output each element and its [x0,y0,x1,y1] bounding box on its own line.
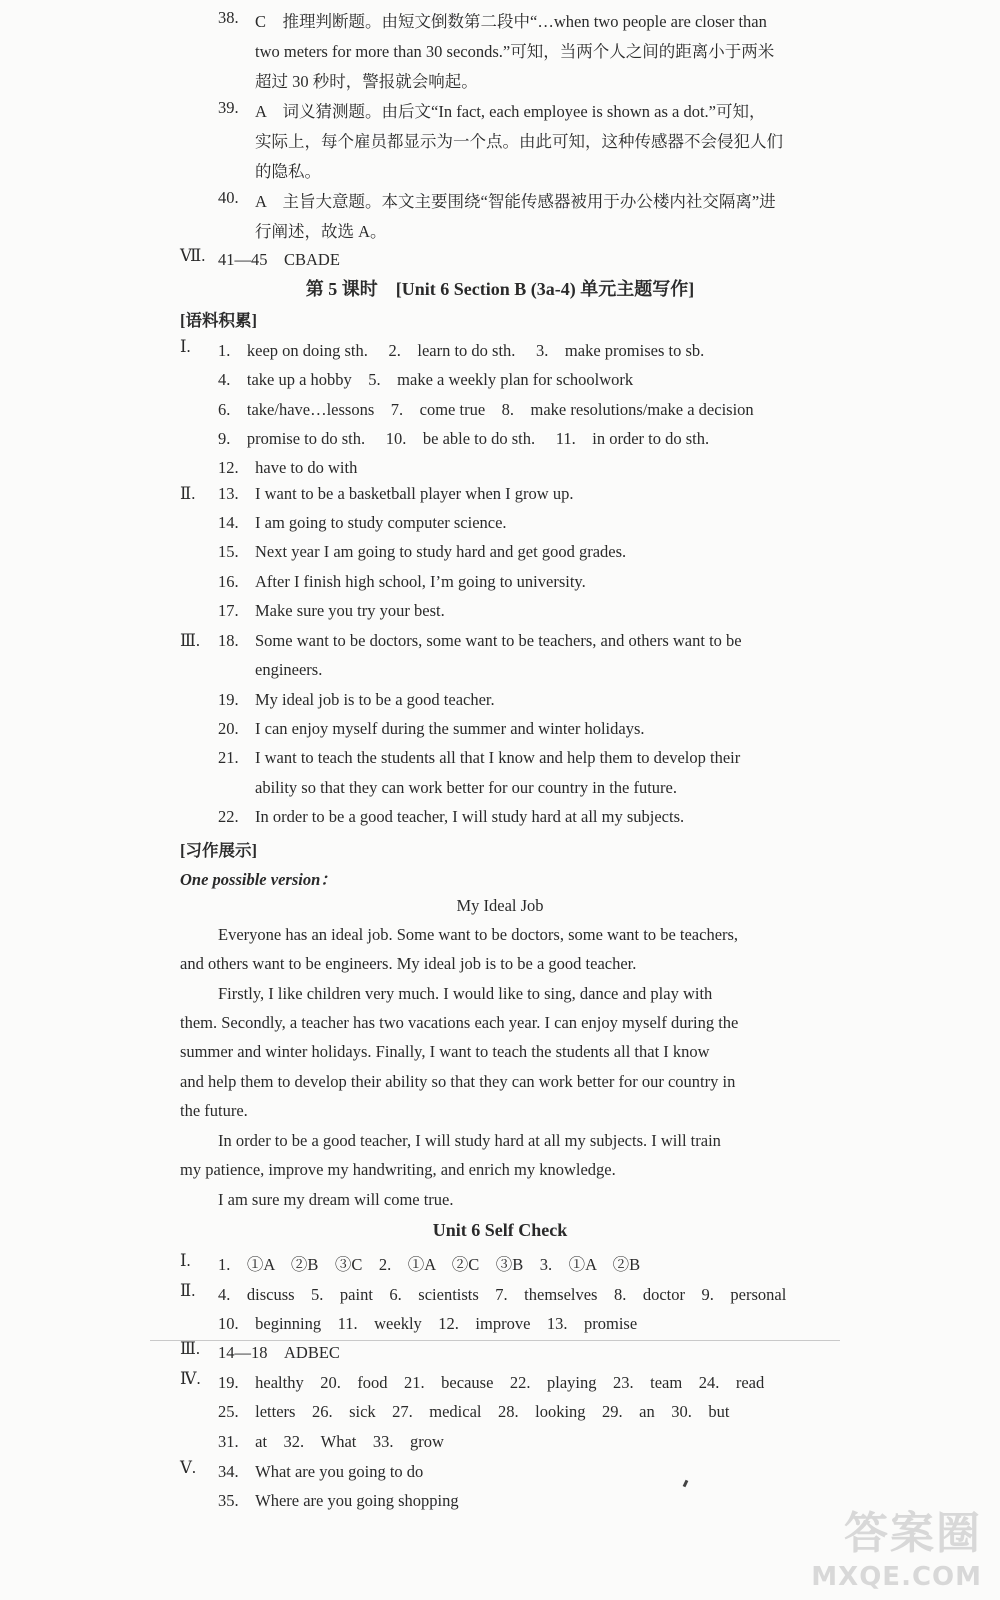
essay-line: my patience, improve my handwriting, and enrich my knowledge. [180,1160,616,1179]
roman-numeral: Ⅴ. [180,1458,197,1477]
sentence: I can enjoy myself during the summer and winter holidays. [255,719,645,738]
item-text: 实际上，每个雇员都显示为一个点。由此可知，这种传感器不会侵犯人们 [255,132,783,151]
section-text: 41—45 CBADE [218,250,340,269]
answer-line: 10. beginning 11. weekly 12. improve 13. promise [218,1314,638,1333]
item-text: C 推理判断题。由短文倒数第二段中“…when two people are closer than [255,12,767,31]
watermark-text: 答案圈 [844,1508,982,1559]
answer-line: 4. discuss 5. paint 6. scientists 7. themselves 8. doctor 9. personal [218,1285,787,1304]
watermark-url: MXQE.COM [811,1562,982,1592]
sentence: Make sure you try your best. [255,601,445,620]
item-number: 38. [218,8,239,27]
item-number: 16. [218,572,239,591]
sentence: In order to be a good teacher, I will study hard at all my subjects. [255,807,685,826]
item-text: 超过 30 秒时，警报就会响起。 [255,72,478,91]
sentence: Next year I am going to study hard and get good grades. [255,542,627,561]
answer-line: 25. letters 26. sick 27. medical 28. looking 29. an 30. but [218,1402,730,1421]
writing-label: [习作展示] [180,841,257,860]
sentence: After I finish high school, I’m going to university. [255,572,586,591]
answer-line: 19. healthy 20. food 21. because 22. playing 23. team 24. read [218,1373,765,1392]
watermark-logo [811,1497,982,1592]
self-check-heading: Unit 6 Self Check [432,1220,568,1240]
roman-numeral: Ⅲ. [180,1339,201,1358]
roman-numeral: Ⅲ. [180,631,201,650]
sentence: engineers. [255,660,323,679]
sentence: Some want to be doctors, some want to be teachers, and others want to be [255,631,742,650]
answer-line: 31. at 32. What 33. grow [218,1432,444,1451]
essay-line: I am sure my dream will come true. [218,1190,454,1209]
item-number: 22. [218,807,239,826]
essay-line: and others want to be engineers. My ideal job is to be a good teacher. [180,954,637,973]
item-number: 14. [218,513,239,532]
corpus-label: [语料积累] [180,311,257,330]
item-number: 40. [218,188,239,207]
ink-mark [683,1480,689,1488]
item-number: 18. [218,631,239,650]
answer-line: 34. What are you going to do [218,1462,424,1481]
item-text: 行阐述，故选 A。 [255,222,387,241]
phrase-line: 12. have to do with [218,458,358,477]
essay-line: them. Secondly, a teacher has two vacations each year. I can enjoy myself during the [180,1013,739,1032]
essay-line: Everyone has an ideal job. Some want to be doctors, some want to be teachers, [218,925,739,944]
item-number: 17. [218,601,239,620]
roman-numeral: Ⅳ. [180,1369,201,1388]
item-text: 的隐私。 [255,162,321,181]
item-number: 15. [218,542,239,561]
answer-line: 1. ①A ②B ③C 2. ①A ②C ③B 3. ①A ②B [218,1255,641,1274]
roman-numeral: Ⅱ. [180,484,196,503]
answer-line: 14—18 ADBEC [218,1343,340,1362]
essay-line: summer and winter holidays. Finally, I want to teach the students all that I know [180,1042,710,1061]
item-number: 19. [218,690,239,709]
essay-line: and help them to develop their ability so that they can work better for our country in [180,1072,736,1091]
item-number: 13. [218,484,239,503]
phrase-line: 6. take/have…lessons 7. come true 8. make resolutions/make a decision [218,400,754,419]
phrase-line: 4. take up a hobby 5. make a weekly plan for schoolwork [218,370,634,389]
item-number: 21. [218,748,239,767]
item-number: 20. [218,719,239,738]
answer-line: 35. Where are you going shopping [218,1491,459,1510]
roman-numeral: Ⅱ. [180,1281,196,1300]
essay-line: Firstly, I like children very much. I would like to sing, dance and play with [218,984,713,1003]
phrase-line: 9. promise to do sth. 10. be able to do sth. 11. in order to do sth. [218,429,710,448]
sentence: I want to be a basketball player when I grow up. [255,484,574,503]
item-text: A 词义猜测题。由后文“In fact, each employee is shown as a dot.”可知， [255,102,766,121]
version-label: One possible version： [180,870,337,889]
item-text: two meters for more than 30 seconds.”可知，当两个人之间的距离小于两米 [255,42,775,61]
roman-numeral: Ⅶ. [180,246,206,265]
sentence: My ideal job is to be a good teacher. [255,690,495,709]
phrase-line: 1. keep on doing sth. 2. learn to do sth. 3. make promises to sb. [218,341,705,360]
essay-line: In order to be a good teacher, I will study hard at all my subjects. I will train [218,1131,721,1150]
essay-line: the future. [180,1101,248,1120]
sentence: I want to teach the students all that I know and help them to develop their [255,748,741,767]
item-number: 39. [218,98,239,117]
essay-title: My Ideal Job [456,896,544,915]
roman-numeral: Ⅰ. [180,1251,191,1270]
item-text: A 主旨大意题。本文主要围绕“智能传感器被用于办公楼内社交隔离”进 [255,192,776,211]
lesson-heading: 第 5 课时 [Unit 6 Section B (3a-4) 单元主题写作] [305,279,695,299]
sentence: I am going to study computer science. [255,513,507,532]
sentence: ability so that they can work better for our country in the future. [255,778,677,797]
roman-numeral: Ⅰ. [180,337,191,356]
